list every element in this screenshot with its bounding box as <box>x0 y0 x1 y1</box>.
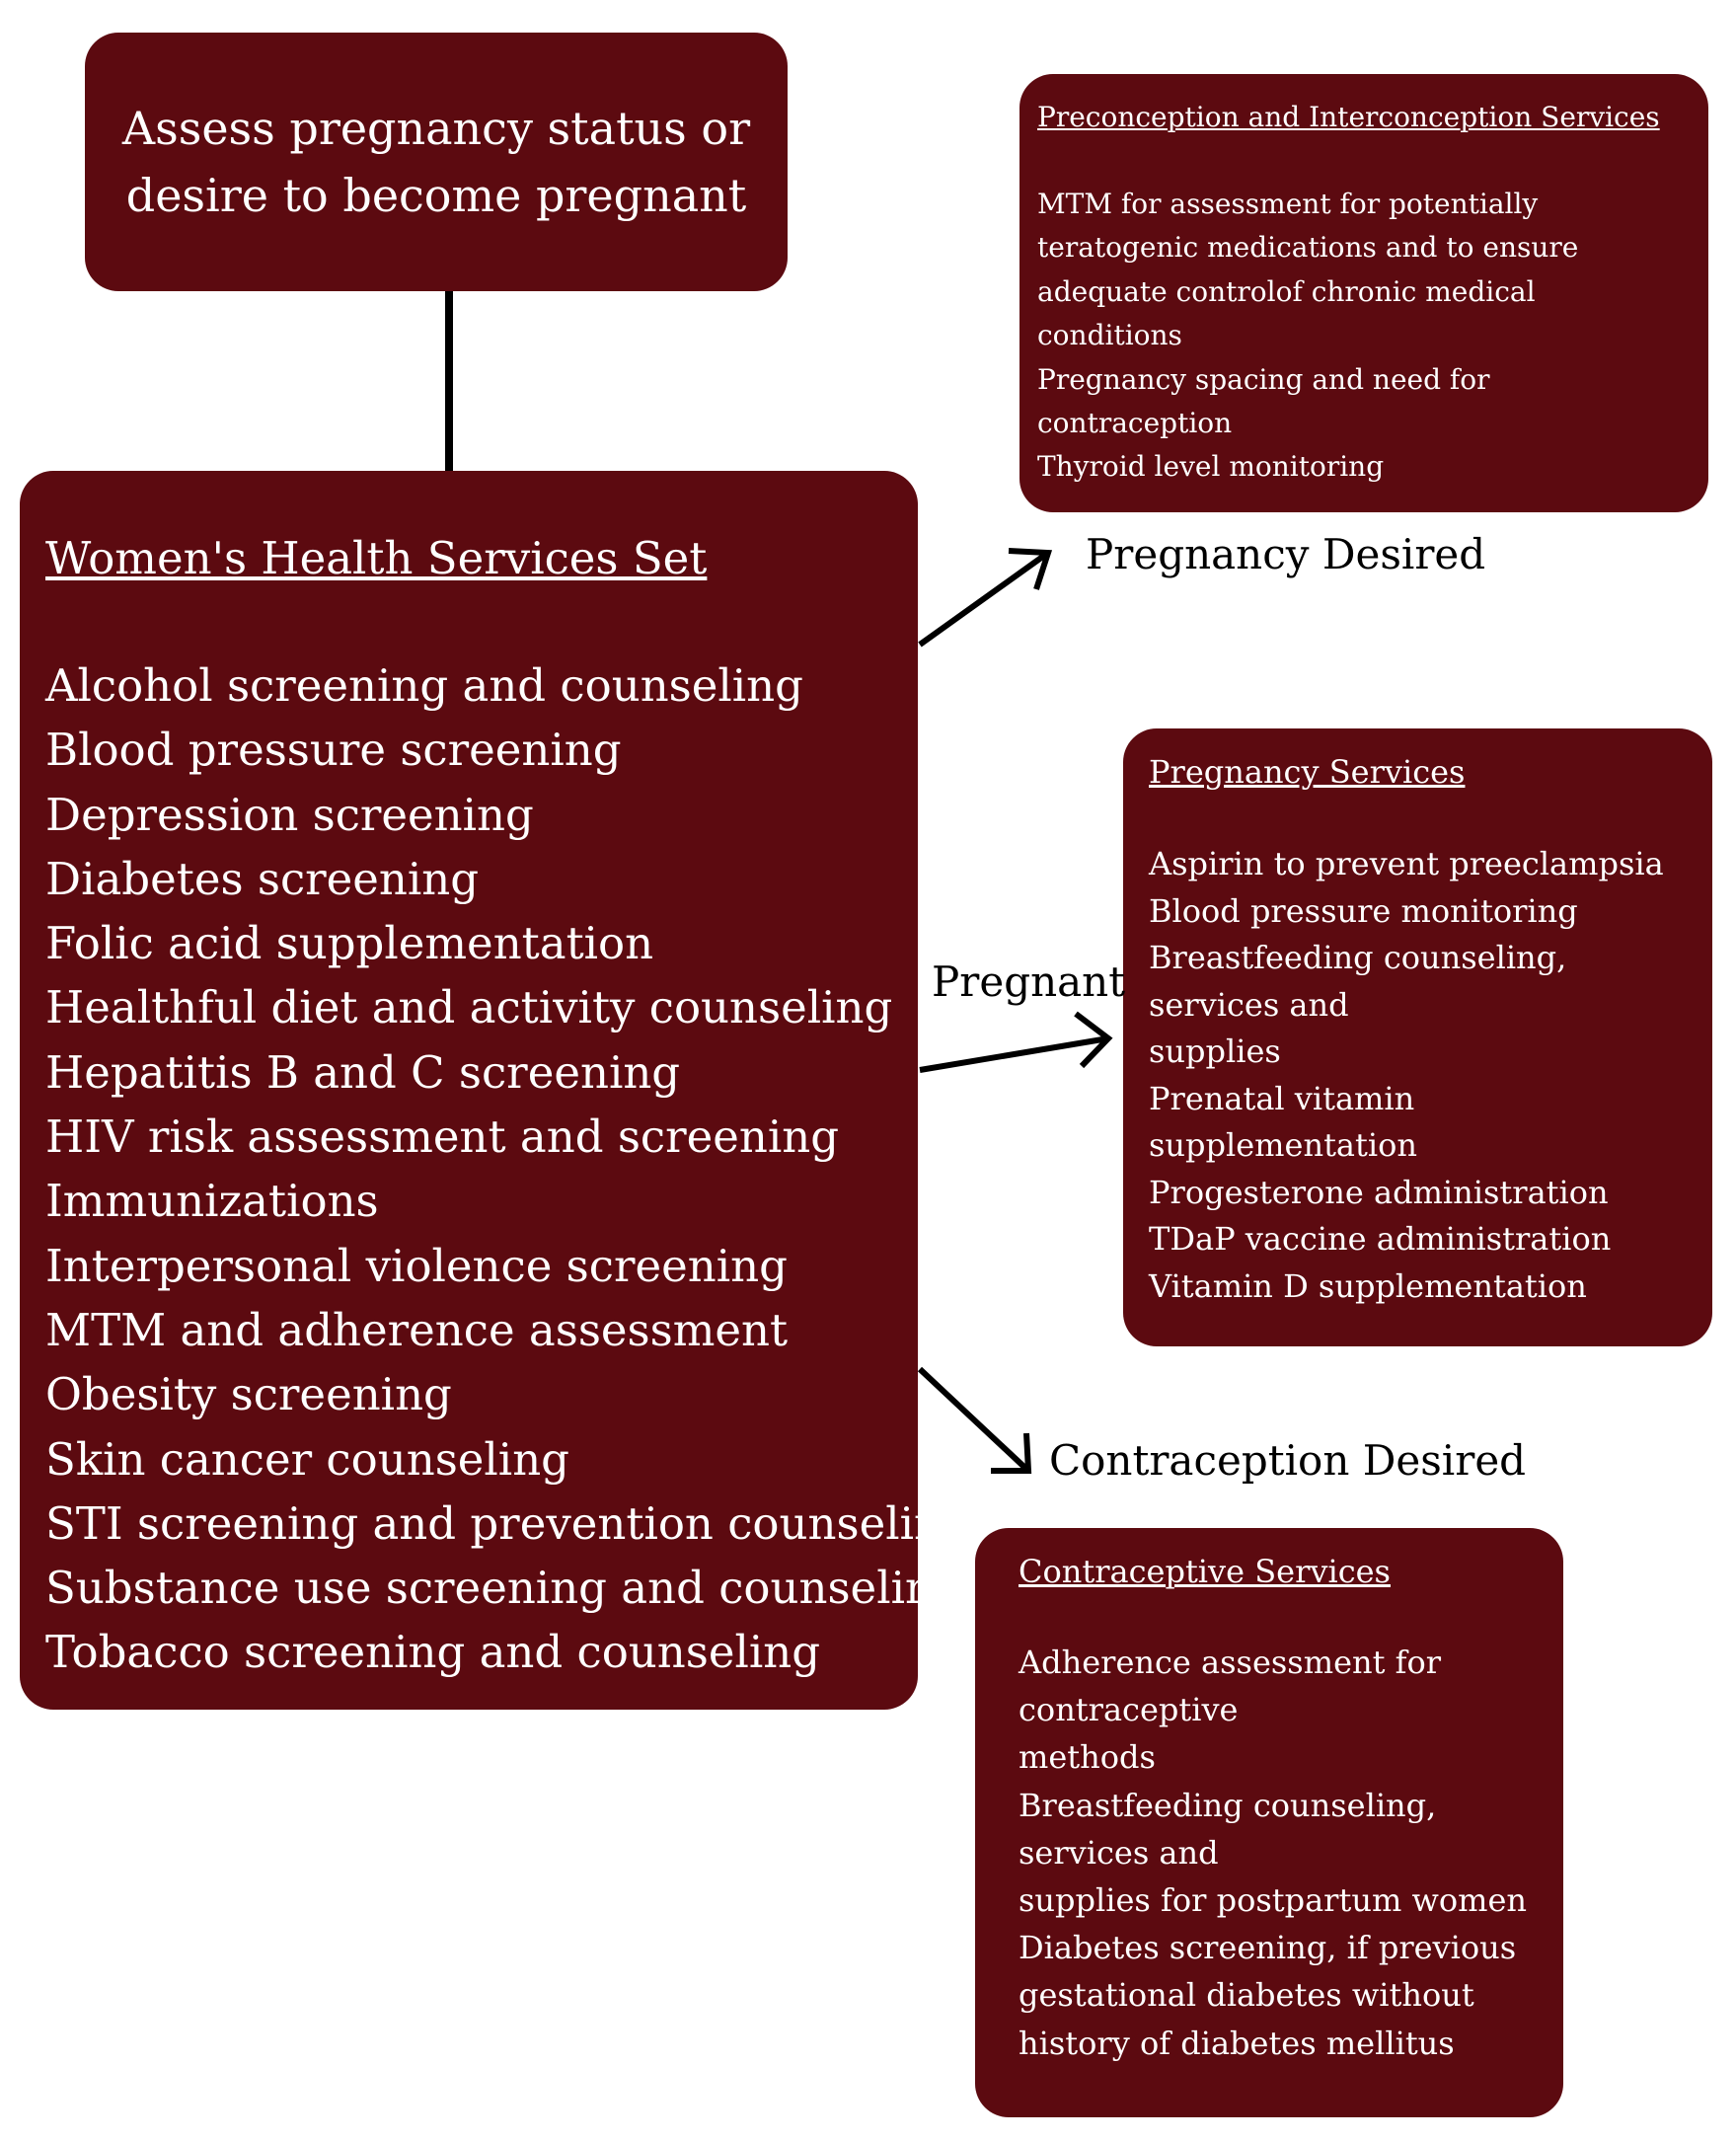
pregnancy-services-line: Aspirin to prevent preeclampsia <box>1149 845 1664 882</box>
pregnancy-services-line: TDaP vaccine administration <box>1149 1220 1612 1258</box>
preconception-services-box <box>1019 74 1708 512</box>
service-item: Tobacco screening and counseling <box>45 1626 821 1679</box>
contraceptive-services-line: Diabetes screening, if previous <box>1019 1929 1517 1967</box>
assess-text <box>122 95 750 229</box>
assess-pregnancy-box <box>85 33 788 291</box>
preconception-title: Preconception and Interconception Services <box>1037 101 1660 133</box>
preconception-line: Thyroid level monitoring <box>1037 450 1385 484</box>
contraceptive-services-line: supplies for postpartum women <box>1019 1881 1527 1920</box>
service-item: Alcohol screening and counseling <box>45 659 803 712</box>
pregnancy-services-line: Prenatal vitamin <box>1149 1079 1415 1117</box>
pregnancy-services-line: services and <box>1149 985 1349 1024</box>
service-item: Skin cancer counseling <box>45 1432 569 1486</box>
pregnancy-services-line: supplementation <box>1149 1126 1417 1164</box>
pregnancy-services-line: Vitamin D supplementation <box>1149 1266 1587 1305</box>
contraceptive-services-line: Adherence assessment for <box>1019 1644 1442 1681</box>
arrow-pregnancy-desired <box>920 551 1048 645</box>
contraceptive-services-line: gestational diabetes without <box>1019 1976 1474 2015</box>
service-item: STI screening and prevention counseling <box>45 1496 971 1550</box>
womens-health-title: Women's Health Services Set <box>45 532 708 584</box>
service-item: Immunizations <box>45 1175 379 1228</box>
service-item: Diabetes screening <box>45 852 480 905</box>
pregnancy-services-line: Progesterone administration <box>1149 1173 1609 1211</box>
assess-line: Assess pregnancy status or <box>121 102 751 155</box>
pregnant-label: Pregnant <box>932 957 1126 1006</box>
service-item: Blood pressure screening <box>45 724 622 777</box>
contraception-desired-label: Contraception Desired <box>1049 1436 1527 1485</box>
pregnancy-desired-label: Pregnancy Desired <box>1086 530 1486 578</box>
service-item: Hepatitis B and C screening <box>45 1045 681 1099</box>
womens-health-services-box <box>20 471 971 1710</box>
contraceptive-services-line: Breastfeeding counseling, <box>1019 1786 1437 1824</box>
preconception-line: adequate controlof chronic medical <box>1037 274 1536 308</box>
service-item: MTM and adherence assessment <box>45 1303 789 1356</box>
arrow-pregnant <box>920 1014 1108 1070</box>
preconception-line: conditions <box>1037 319 1182 352</box>
pregnancy-services-line: Breastfeeding counseling, <box>1149 939 1567 976</box>
assess-line: desire to become pregnant <box>125 169 747 222</box>
pregnancy-services-line: supplies <box>1149 1032 1281 1070</box>
service-item: Folic acid supplementation <box>45 917 654 970</box>
contraceptive-services-box <box>975 1528 1563 2117</box>
preconception-line: teratogenic medications and to ensure <box>1037 231 1579 265</box>
contraceptive-services-line: services and <box>1019 1833 1219 1872</box>
service-item: Substance use screening and counseling <box>45 1562 962 1615</box>
pregnancy-services-line: Blood pressure monitoring <box>1149 891 1578 930</box>
contraceptive-services-line: history of diabetes mellitus <box>1019 2024 1455 2062</box>
preconception-line: contraception <box>1037 407 1233 440</box>
service-item: HIV risk assessment and screening <box>45 1110 840 1164</box>
contraceptive-services-title: Contraceptive Services <box>1019 1553 1391 1590</box>
womens-health-list <box>45 653 971 1685</box>
preconception-line: Pregnancy spacing and need for <box>1037 362 1490 396</box>
preconception-line: MTM for assessment for potentially <box>1037 188 1539 220</box>
service-item: Interpersonal violence screening <box>45 1239 788 1292</box>
service-item: Healthful diet and activity counseling <box>45 981 893 1034</box>
contraceptive-services-line: methods <box>1019 1738 1156 1777</box>
pregnancy-services-title: Pregnancy Services <box>1149 753 1466 791</box>
service-item: Depression screening <box>45 788 534 841</box>
pregnancy-services-box <box>1123 728 1712 1346</box>
contraceptive-services-line: contraceptive <box>1019 1691 1239 1729</box>
arrow-contraception-desired <box>920 1369 1028 1471</box>
service-item: Obesity screening <box>45 1368 452 1421</box>
